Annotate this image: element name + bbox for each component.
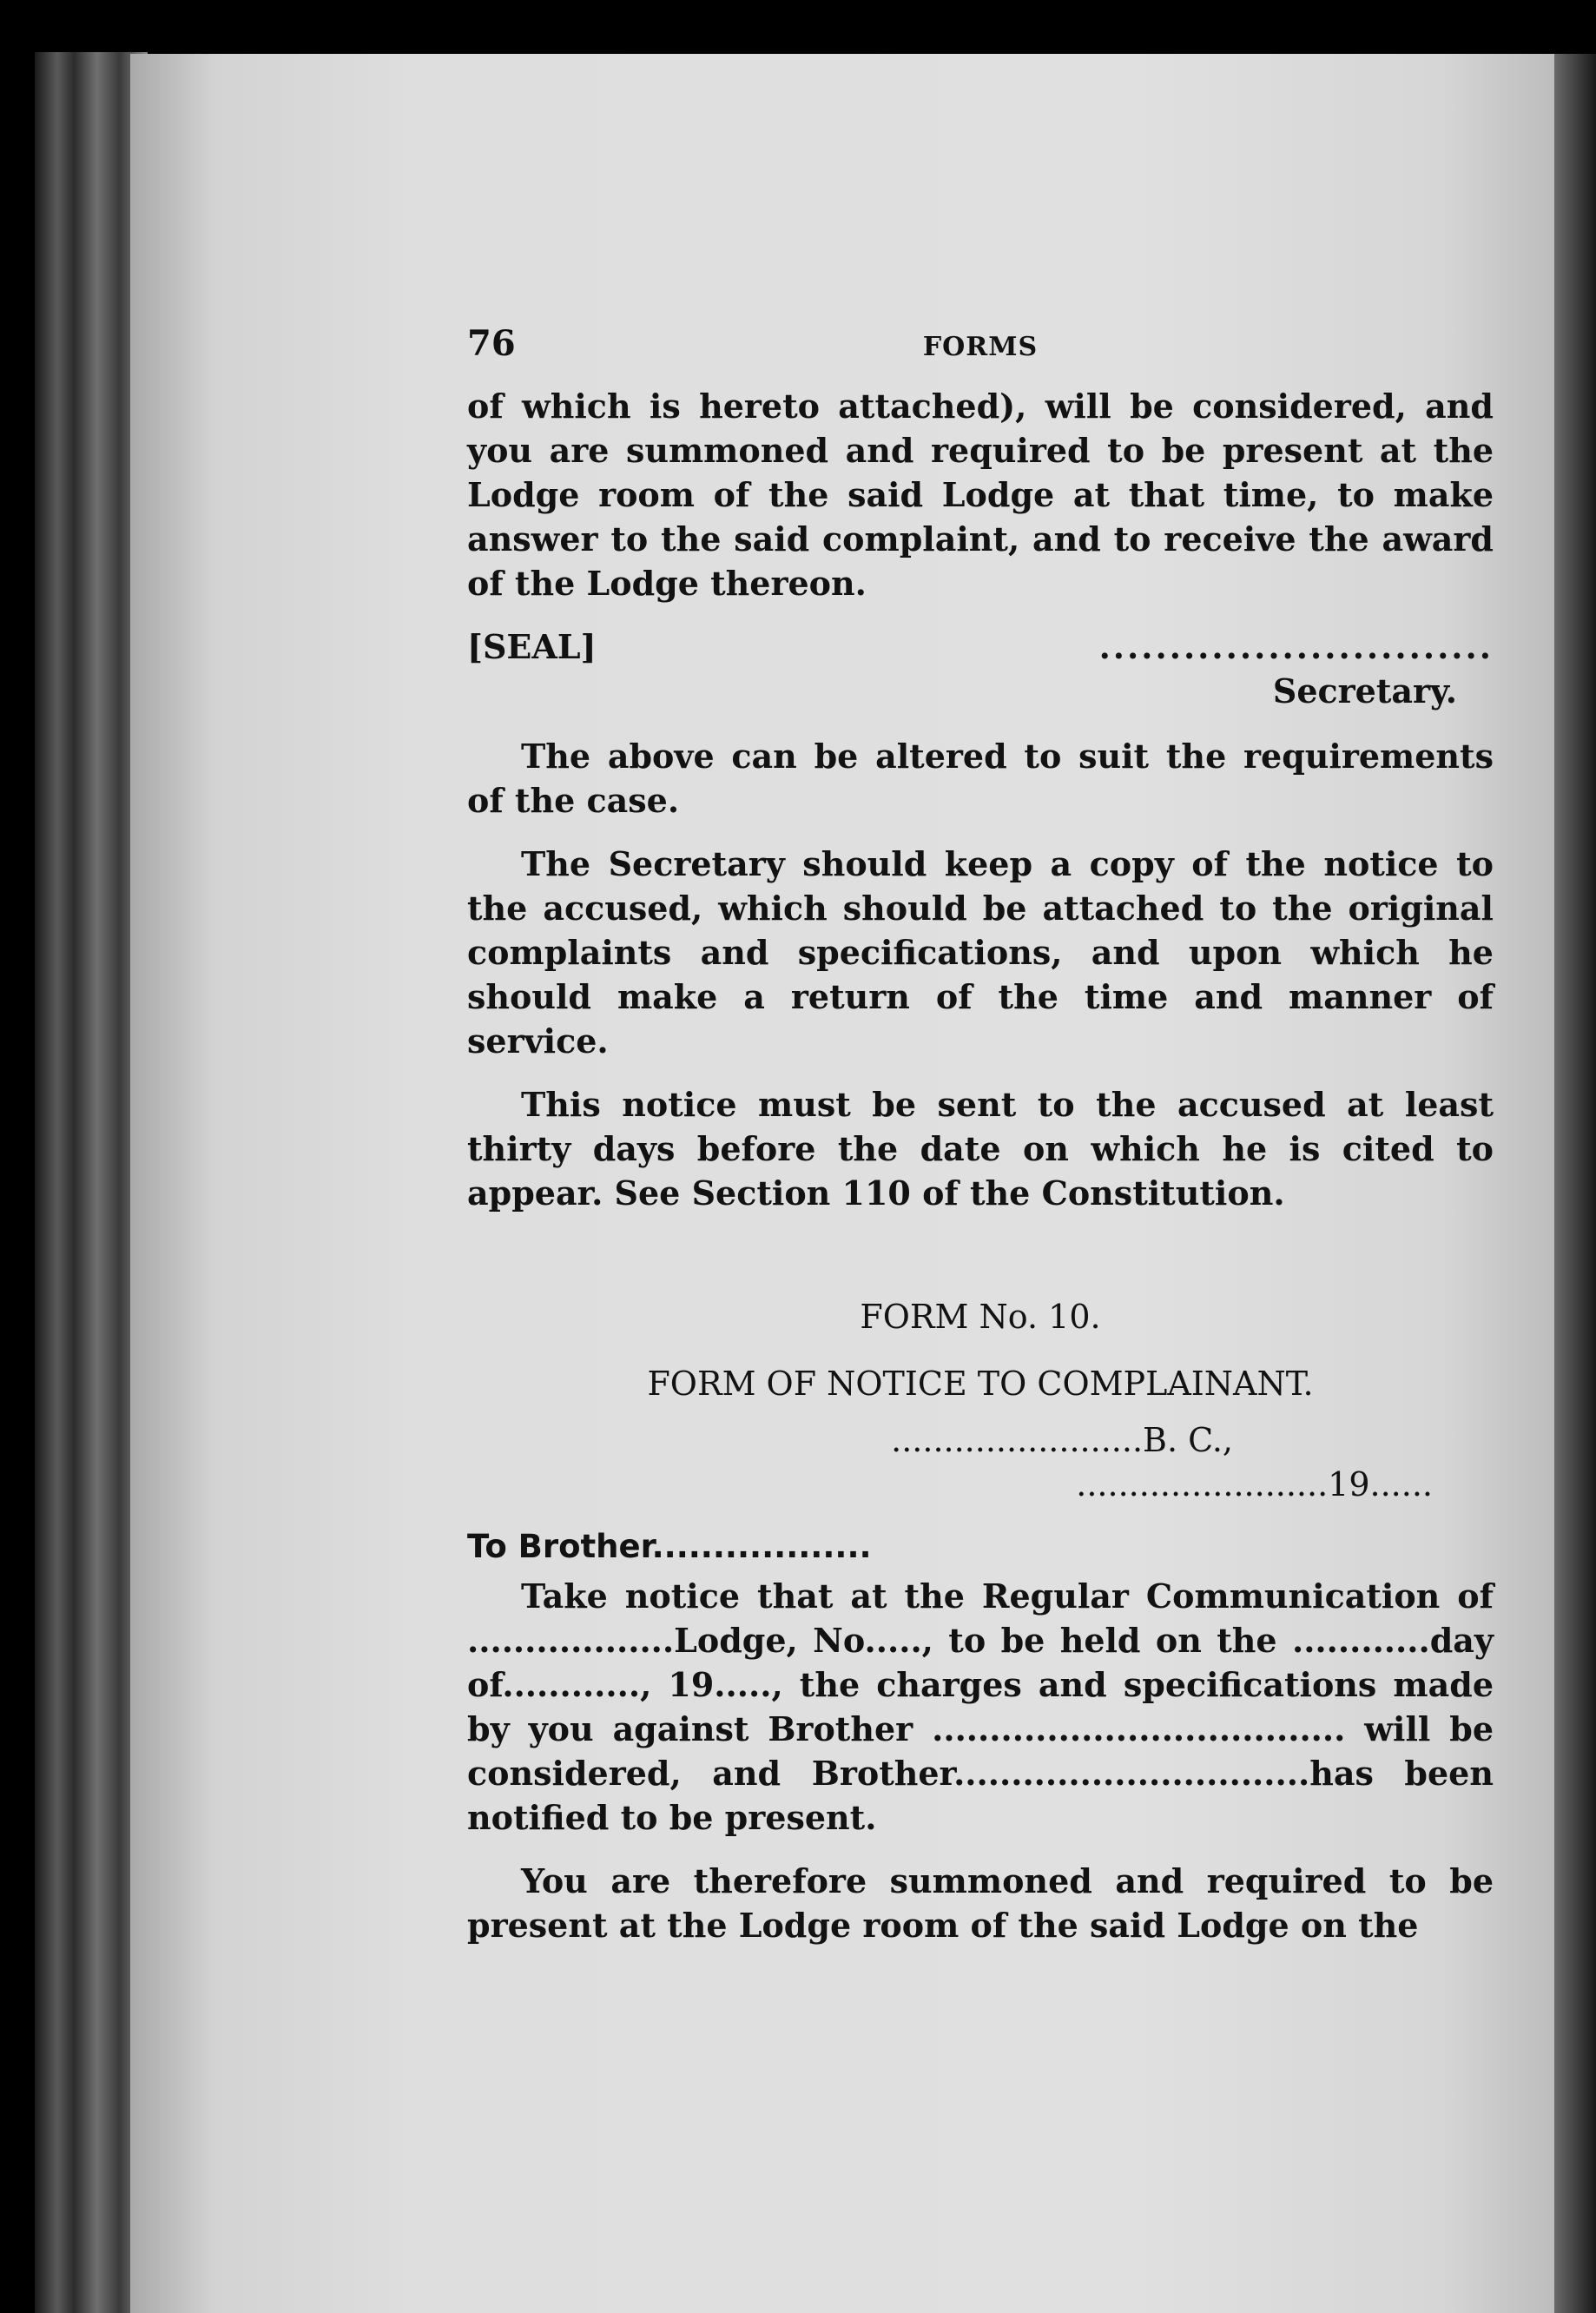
notice-paragraph: Take notice that at the Regular Communication of ..................Lodge, No....., to be held on the ............day of............, 19....., the charges and specifications made by you against Brother .................................... will be considered, and Brother...............................has been notified to be present.	[467, 1576, 1494, 1837]
signature-dots: ............................	[1098, 627, 1494, 666]
seal-signature-row	[467, 625, 1494, 669]
paragraph: The above can be altered to suit the requirements of the case.	[467, 737, 1494, 820]
paragraph: This notice must be sent to the accused at least thirty days before the date on which he is cited to appear. See Section 110 of the Constitution.	[467, 1085, 1494, 1213]
salutation: To Brother..................	[467, 1528, 872, 1565]
summons-paragraph: You are therefore summoned and required to be present at the Lodge room of the said Lodge on the	[467, 1861, 1494, 1945]
form-title: FORM No. 10.	[860, 1298, 1101, 1336]
seal-label: [SEAL]	[467, 627, 597, 666]
date-line: ........................19......	[1076, 1465, 1433, 1503]
form-subtitle: FORM OF NOTICE TO COMPLAINANT.	[647, 1365, 1314, 1403]
page-header	[467, 321, 1494, 373]
place-line: ........................B. C.,	[891, 1421, 1233, 1459]
page-text	[467, 321, 1494, 1966]
continued-paragraph: of which is hereto attached), will be considered, and you are summoned and required to be present at the Lodge room of the said Lodge at that time, to make answer to the said complaint, and to receive the award of the Lodge thereon.	[467, 387, 1494, 603]
secretary-label: Secretary.	[1272, 671, 1457, 710]
paragraph: The Secretary should keep a copy of the notice to the accused, which should be attached to the original complaints and specifications, and upon which he should make a return of the time and manner of service.	[467, 844, 1494, 1061]
page-number: 76	[467, 323, 516, 364]
page-edge-shadow	[1554, 54, 1596, 2313]
running-title: FORMS	[922, 332, 1039, 362]
